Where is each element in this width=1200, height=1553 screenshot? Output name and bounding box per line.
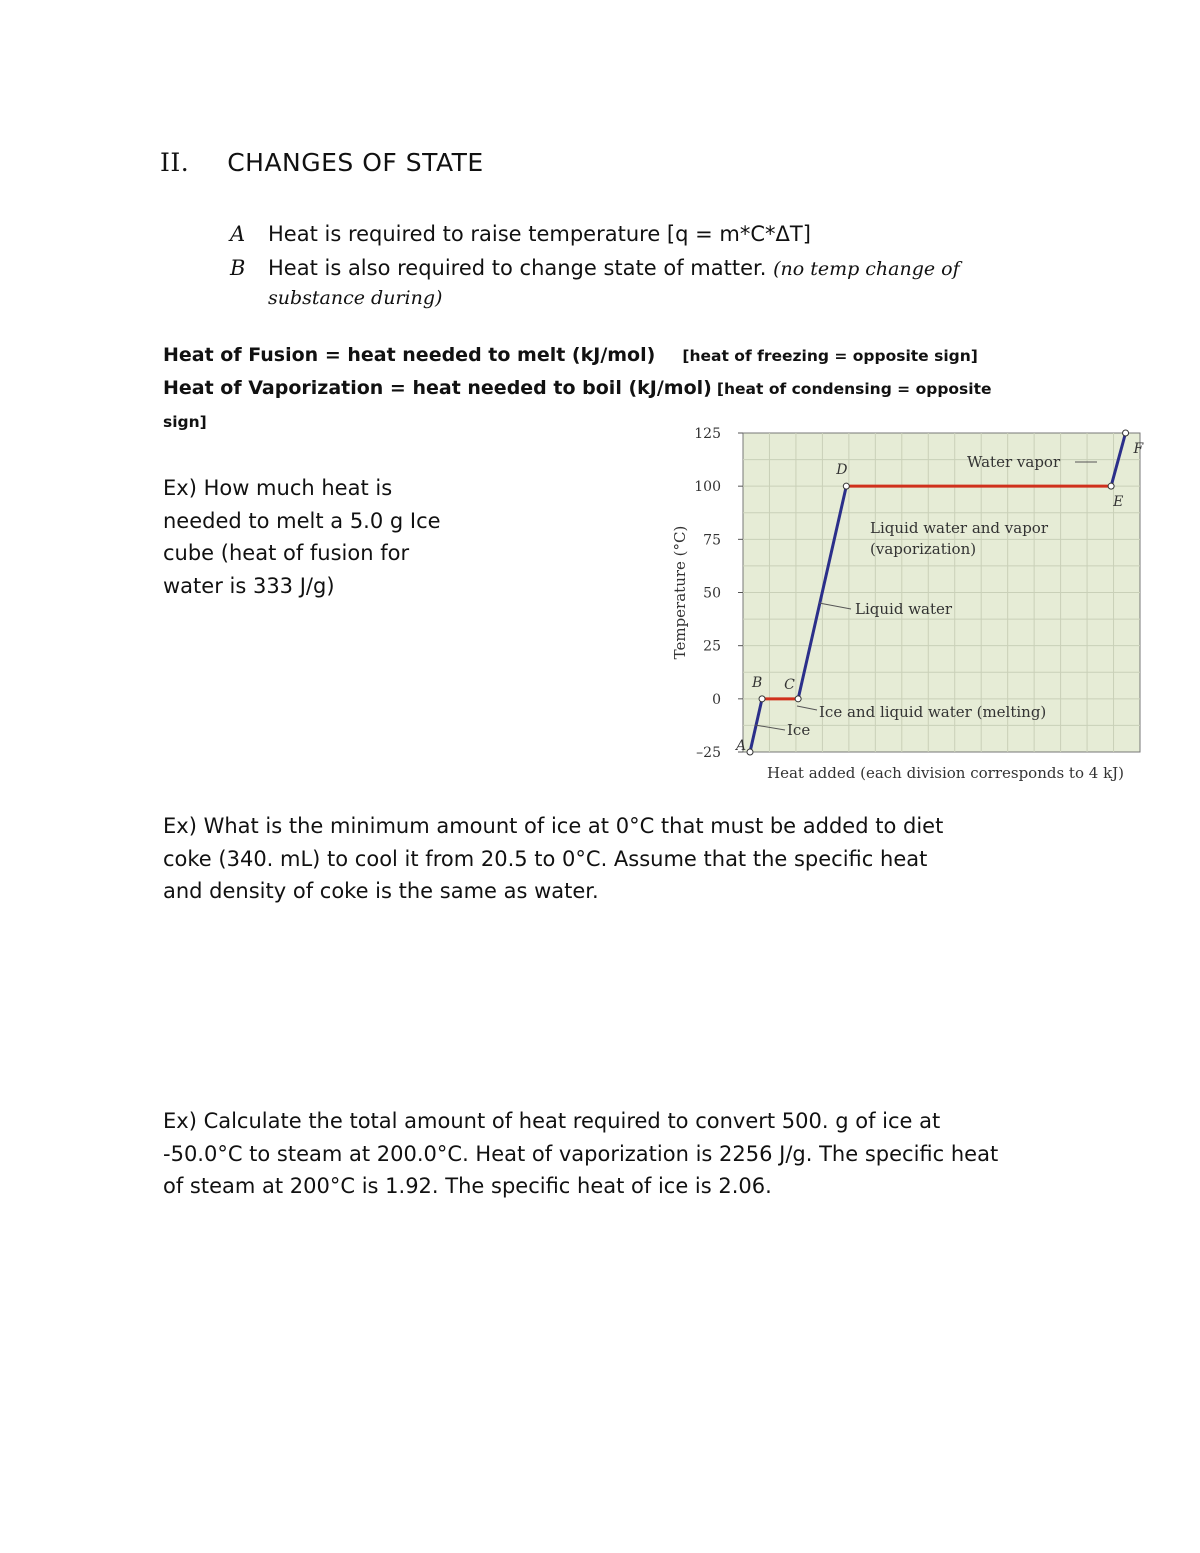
phase-label-liquid-water: Liquid water <box>855 600 953 618</box>
x-axis-label: Heat added (each division corresponds to 4 kJ) <box>767 764 1125 782</box>
example-1-line: water is 333 J/g) <box>163 573 335 598</box>
y-axis-label: Temperature (°C) <box>671 525 689 660</box>
point-label-a: A <box>736 738 747 754</box>
y-tick-label: 100 <box>694 479 721 496</box>
vapor-main: Heat of Vaporization = heat needed to boil (kJ/mol) <box>163 377 712 399</box>
point-b-letter: B <box>230 256 246 280</box>
data-point-e <box>1108 483 1114 489</box>
example-1 <box>163 472 441 602</box>
example-2-line: and density of coke is the same as water. <box>163 879 599 903</box>
data-point-d <box>843 483 849 489</box>
y-tick-label: 0 <box>712 691 721 708</box>
section-numeral: II. <box>160 148 190 177</box>
example-2-line: Ex) What is the minimum amount of ice at 0°C that must be added to diet <box>163 814 944 838</box>
phase-label-ice: Ice <box>787 721 811 739</box>
example-3-line: of steam at 200°C is 1.92. The specific heat of ice is 2.06. <box>163 1174 772 1198</box>
point-b-note: (no temp change of <box>773 258 960 280</box>
example-2-line: coke (340. mL) to cool it from 20.5 to 0°C. Assume that the specific heat <box>163 846 928 871</box>
example-1-line: needed to melt a 5.0 g Ice <box>163 508 441 533</box>
point-label-c: C <box>784 676 795 693</box>
section-heading <box>160 148 484 177</box>
heating-curve-chart <box>605 420 1150 790</box>
point-a-text: Heat is required to raise temperature [q = m*C*ΔT] <box>268 222 811 246</box>
point-label-f: F <box>1133 441 1144 457</box>
point-label-b: B <box>752 674 763 691</box>
y-tick-label: 125 <box>694 426 721 442</box>
point-b-text: Heat is also required to change state of matter. <box>268 256 767 280</box>
fusion-main: Heat of Fusion = heat needed to melt (kJ/mol) <box>163 344 656 366</box>
example-3 <box>163 1105 998 1203</box>
fusion-definition <box>163 344 978 366</box>
y-tick-label: –25 <box>696 745 721 761</box>
data-point-c <box>795 696 801 702</box>
point-label-e: E <box>1113 494 1124 511</box>
phase-label-melting: Ice and liquid water (melting) <box>819 703 1047 721</box>
vapor-note: [heat of condensing = opposite <box>716 380 992 398</box>
example-3-line: -50.0°C to steam at 200.0°C. Heat of vaporization is 2256 J/g. The specific heat <box>163 1141 999 1166</box>
vapor-note-cont: sign] <box>163 413 207 431</box>
example-1-line: Ex) How much heat is <box>163 476 393 500</box>
phase-label-vaporization: (vaporization) <box>870 540 977 558</box>
point-b-note-cont: substance during) <box>268 287 443 309</box>
y-tick-label: 75 <box>703 532 721 549</box>
phase-label-liquid-and-vapor: Liquid water and vapor <box>870 519 1049 537</box>
point-a-letter: A <box>230 222 246 246</box>
example-2 <box>163 810 943 908</box>
phase-label-water-vapor: Water vapor <box>967 453 1061 471</box>
point-b <box>230 256 960 280</box>
vaporization-definition <box>163 377 992 399</box>
section-title: CHANGES OF STATE <box>227 148 484 177</box>
example-1-line: cube (heat of fusion for <box>163 541 410 565</box>
y-tick-label: 25 <box>703 638 721 655</box>
example-3-line: Ex) Calculate the total amount of heat required to convert 500. g of ice at <box>163 1109 941 1133</box>
fusion-note: [heat of freezing = opposite sign] <box>682 347 978 365</box>
data-point-f <box>1123 430 1129 436</box>
point-label-d: D <box>836 462 848 479</box>
point-a <box>230 222 811 246</box>
y-tick-label: 50 <box>703 585 721 602</box>
data-point-b <box>759 696 765 702</box>
data-point-a <box>747 749 753 755</box>
